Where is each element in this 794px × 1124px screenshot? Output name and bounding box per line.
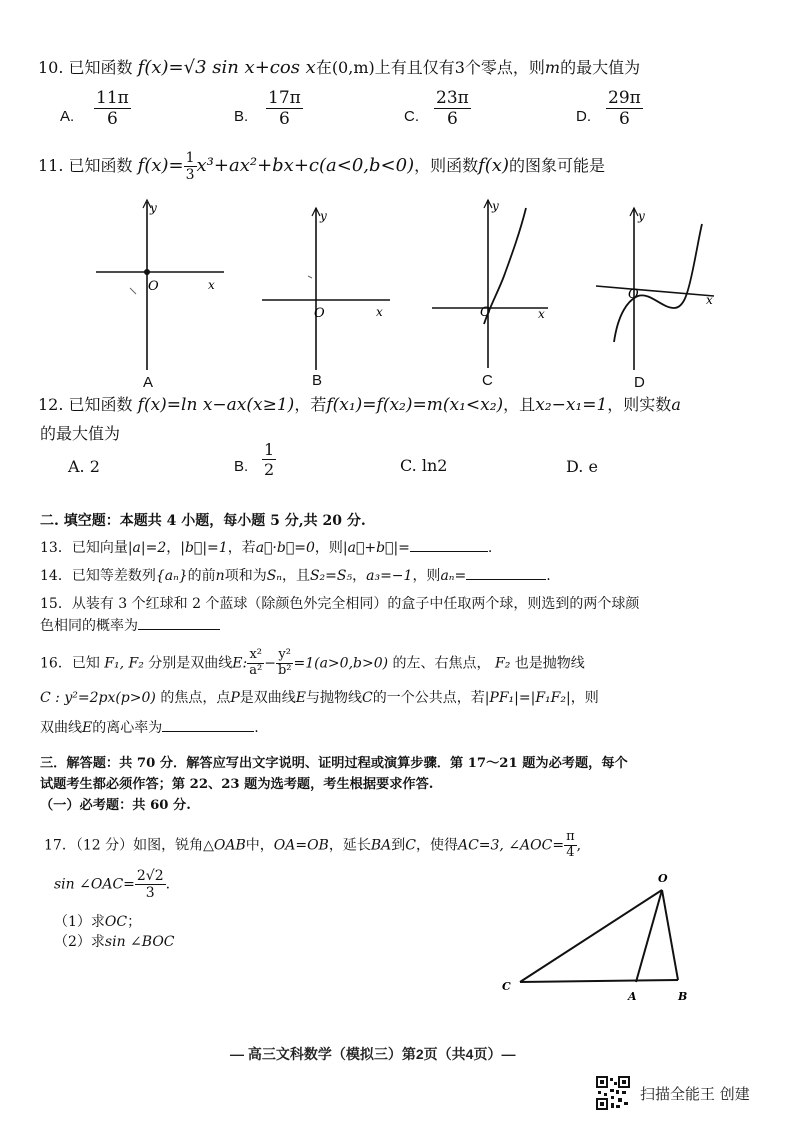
q10-number: 10. [38,58,64,77]
x-label: x [376,305,383,319]
graph-a-label: A [143,374,154,391]
option-fraction: $\frac{29\pi}{6}$ [608,88,641,129]
segment-ob [662,890,678,980]
vertex-b-label: B [678,990,688,1003]
q16-frac-x: $\frac{\text{x²}}{\text{a²}}$ [249,647,263,678]
q13-expr1: |a|=2 [127,540,167,556]
page-footer: — 高三文科数学（模拟三）第2页（共4页）— [230,1046,516,1062]
section3-line2: 试题考生都必须作答；第 22、23 题为选考题，考生根据要求作答. [40,777,434,792]
vertex-o-label: O [658,872,668,885]
q17-cond: AC=3, ∠AOC= [457,837,565,854]
option-fraction: $\frac{11\pi}{6}$ [96,88,129,129]
option-fraction: $\frac{17\pi}{6}$ [268,88,301,129]
graph-c-label: C [482,372,493,389]
q10-text-c: 的最大值为 [560,58,641,77]
graph-d-label: D [634,374,645,391]
q12-cond: f(x₁)=f(x₂)=m(x₁<x₂) [326,395,504,415]
q16-line3: 双曲线E的离心率为 . [40,720,259,736]
q16-parabola: C : y²=2px(p>0) [40,690,156,706]
q16-foci: F₁, F₂ [104,655,144,672]
option-label: C. [400,456,417,475]
q12-number: 12. [38,395,64,414]
option-value: ln2 [421,456,448,475]
qr-code-icon [596,1076,630,1110]
section3-line3: （一）必考题：共 60 分. [40,798,191,813]
q16-answer-blank[interactable] [162,731,254,732]
q10-func: f(x)=√3 sin x+cos x [137,57,316,78]
option-label: D. [566,457,584,476]
q10-stem [38,58,640,79]
q11-number: 11. [38,156,64,176]
vertex-a-label: A [628,990,637,1003]
option-label: D. [576,108,591,125]
q10-var-m: m [544,58,561,77]
option-value: 2 [89,457,100,476]
q17-triangle-figure [496,866,696,1008]
origin-label: O [148,279,159,294]
q12-func: f(x)=ln x−ax(x≥1) [137,395,295,415]
q13-answer-blank[interactable] [410,551,488,552]
q16-line1: 16．已知 F₁, F₂ 分别是双曲线E: $\frac{\text{x²}}{\text{a²}}$ − $\frac{\text{y²}}{\text{b²}}$ =1(a>0,b>0) 的左、右焦点， F₂ 也是抛物线 [40,647,585,678]
q12-line2: 的最大值为 [40,424,121,443]
q15-line1: 15．从装有 3 个红球和 2 个蓝球（除颜色外完全相同）的盒子中任取两个球，则选到的两个球颜 [40,596,640,612]
q17-pi-frac: $\frac{\pi}{4}$ [566,829,575,860]
segment-cb [520,980,678,982]
option-label: B. [234,458,249,475]
option-label: C. [404,108,419,125]
q17-sin-frac: $\frac{2√2}{3}$ [136,868,164,902]
origin-label: O [314,306,325,321]
q12-var-a: a [671,395,681,414]
section3-line1: 三．解答题：共 70 分．解答应写出文字说明、证明过程或演算步骤．第 17～21 题为必考题，每个 [40,756,628,771]
q12-cond2: x₂−x₁=1 [535,395,608,415]
section2-title: 二. 填空题：本题共 4 小题，每小题 5 分,共 20 分. [40,513,366,529]
q12-text-b: ，若 [294,395,327,414]
q17-part1: （1）求OC； [54,914,142,930]
q14-cond: S₂=S₅ [309,568,353,584]
vertex-c-label: C [502,980,511,993]
q14: 14．已知等差数列{aₙ}的前n项和为Sₙ，且S₂=S₅，a₃=−1，则aₙ= . [40,568,551,584]
q16-frac-y: $\frac{\text{y²}}{\text{b²}}$ [277,647,292,678]
graph-d[interactable] [592,204,722,374]
q11-stem [38,150,605,183]
origin-point [144,269,150,275]
y-label: y [320,209,327,223]
q14-answer-blank[interactable] [466,579,546,580]
option-label: B. [234,108,249,125]
option-value: e [588,457,598,476]
q16-line2: C : y²=2px(p>0) 的焦点，点P是双曲线E与抛物线C的一个公共点，若|PF₁|=|F₁F₂|，则 [40,690,599,706]
q11-fx: f(x) [478,155,509,177]
q15-answer-blank[interactable] [138,629,220,630]
q13: 13．已知向量|a|=2，|b⃗|=1，若a⃗·b⃗=0，则|a⃗+b⃗|= . [40,540,493,556]
q10-text-a: 已知函数 [68,58,133,77]
q11-text-b: ，则函数 [414,156,479,176]
q11-func-rhs: x³+ax²+bx+c(a<0,b<0) [196,155,415,177]
q13-expr3: a⃗·b⃗=0 [255,540,315,556]
option-fraction: $\frac{23\pi}{6}$ [436,88,469,129]
x-label: x [706,293,713,307]
curve [484,208,526,324]
q11-func-lhs: f(x)= [137,155,184,177]
q12-text-a: 已知函数 [68,395,133,414]
graph-a[interactable] [92,198,232,373]
q12-text-c: ，且 [503,395,536,414]
q11-frac: $\frac{1}{3}$ [185,150,195,184]
q15-line2: 色相同的概率为 [40,618,220,634]
q13-expr4: |a⃗+b⃗|= [342,540,410,556]
q14-seq: {aₙ} [155,568,188,584]
q12-option-c[interactable] [400,457,447,475]
option-label: A. [68,457,85,476]
y-label: y [638,209,645,223]
q13-expr2: |b⃗|=1 [180,540,228,556]
q16-cond: |PF₁|=|F₁F₂| [484,690,571,706]
q17-stem: 17．（12 分）如图，锐角△OAB中，OA=OB，延长BA到C，使得AC=3, ∠AOC= $\frac{\pi}{4}$ , [44,829,582,860]
curve [614,224,702,342]
graph-b-label: B [312,372,323,389]
origin-label: O [480,305,491,320]
q17-part2: （2）求sin ∠BOC [54,934,175,950]
x-axis [596,286,714,296]
option-label: A. [60,108,75,125]
q12-text-d: ，则实数 [607,395,672,414]
q17-sin: sin ∠OAC= $\frac{2√2}{3}$ . [54,868,171,902]
q10-text-b: 在(0,m)上有且仅有3个零点，则 [315,58,545,77]
scanner-watermark: 扫描全能王 创建 [640,1085,750,1103]
q12-option-d[interactable] [566,458,598,476]
q12-option-a[interactable] [68,458,100,476]
y-label: y [492,199,499,213]
option-fraction: $\frac{1}{2}$ [264,440,275,479]
x-label: x [538,307,545,321]
q11-text-c: 的图象可能是 [508,156,605,176]
y-label: y [150,201,157,215]
origin-label: O [628,287,639,302]
graph-c[interactable] [428,196,558,371]
q12-stem [38,396,681,416]
graph-b[interactable] [258,204,398,374]
x-label: x [208,278,215,292]
q11-text-a: 已知函数 [68,156,133,176]
